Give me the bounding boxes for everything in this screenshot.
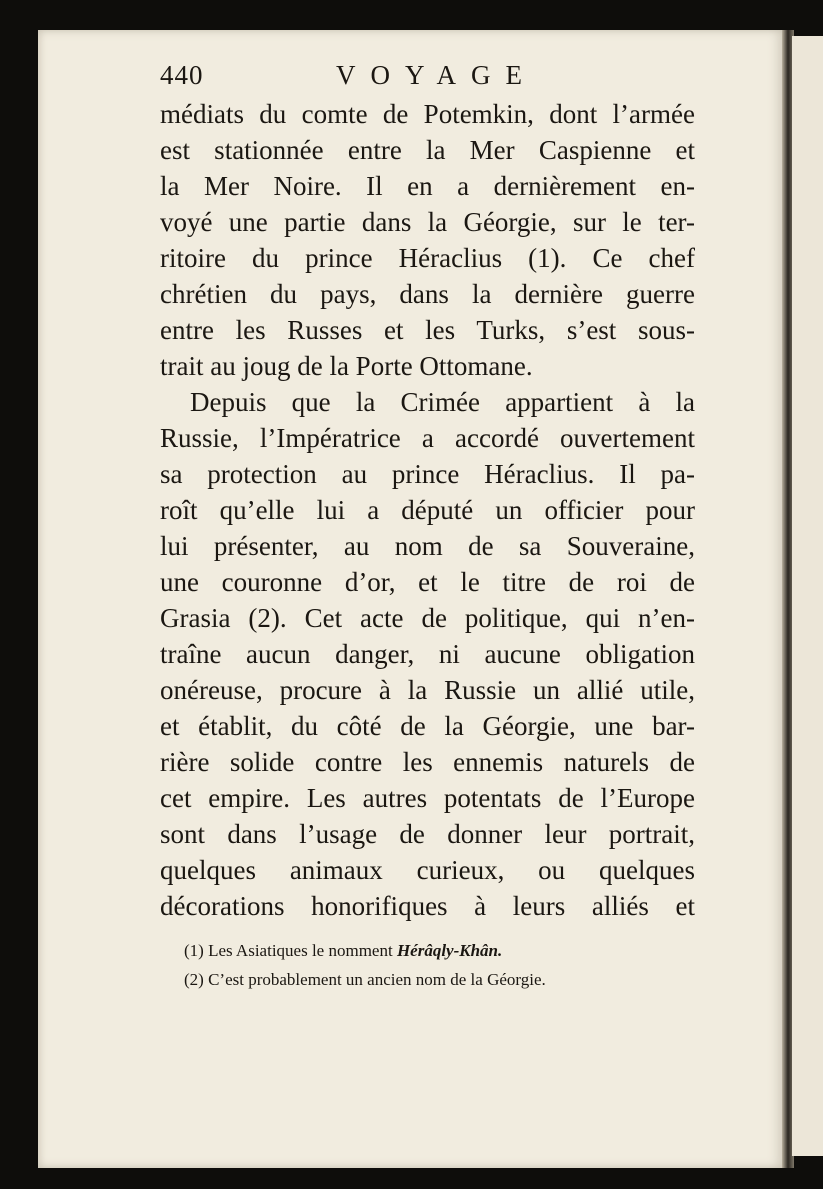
footnotes	[184, 936, 694, 994]
text-line: entre les Russes et les Turks, s’est sous-	[160, 315, 695, 345]
footnote	[184, 936, 694, 965]
text-line: traîne aucun danger, ni aucune obligation	[160, 639, 695, 669]
text-line: médiats du comte de Potemkin, dont l’armée	[160, 99, 695, 129]
footnote	[184, 965, 694, 994]
text-line: sont dans l’usage de donner leur portrait,	[160, 819, 695, 849]
text-line: Russie, l’Impératrice a accordé ouvertement	[160, 423, 695, 453]
text-line: lui présenter, au nom de sa Souveraine,	[160, 531, 695, 561]
text-line: la Mer Noire. Il en a dernièrement en-	[160, 171, 695, 201]
page-number: 440	[160, 60, 204, 90]
text-line: est stationnée entre la Mer Caspienne et	[160, 135, 695, 165]
paragraph-first-line: Depuis que la Crimée appartient à la	[190, 387, 695, 417]
footnote-marker: (1)	[184, 941, 204, 960]
text-line: trait au joug de la Porte Ottomane.	[160, 351, 533, 381]
text-line: sa protection au prince Héraclius. Il pa-	[160, 459, 695, 489]
facing-page-edge	[792, 36, 823, 1156]
footnote-text: C’est probablement un ancien nom de la Géorgie.	[208, 970, 546, 989]
text-line: chrétien du pays, dans la dernière guerre	[160, 279, 695, 309]
text-line: roît qu’elle lui a député un officier pour	[160, 495, 695, 525]
body-text	[160, 96, 695, 924]
text-line: une couronne d’or, et le titre de roi de	[160, 567, 695, 597]
footnote-emphasis: Hérâqly-Khân.	[396, 941, 503, 960]
text-line: ritoire du prince Héraclius (1). Ce chef	[160, 243, 695, 273]
text-line: Grasia (2). Cet acte de politique, qui n’en-	[160, 603, 695, 633]
text-line: et établit, du côté de la Géorgie, une bar-	[160, 711, 695, 741]
text-line: cet empire. Les autres potentats de l’Europe	[160, 783, 695, 813]
text-line: voyé une partie dans la Géorgie, sur le ter-	[160, 207, 695, 237]
text-line: décorations honorifiques à leurs alliés et	[160, 891, 695, 921]
running-title: VOYAGE	[336, 60, 537, 90]
page-header	[160, 60, 700, 94]
footnote-marker: (2)	[184, 970, 204, 989]
text-line: onéreuse, procure à la Russie un allié utile,	[160, 675, 695, 705]
text-line: rière solide contre les ennemis naturels de	[160, 747, 695, 777]
footnote-text: Les Asiatiques le nomment	[208, 941, 393, 960]
text-line: quelques animaux curieux, ou quelques	[160, 855, 695, 885]
